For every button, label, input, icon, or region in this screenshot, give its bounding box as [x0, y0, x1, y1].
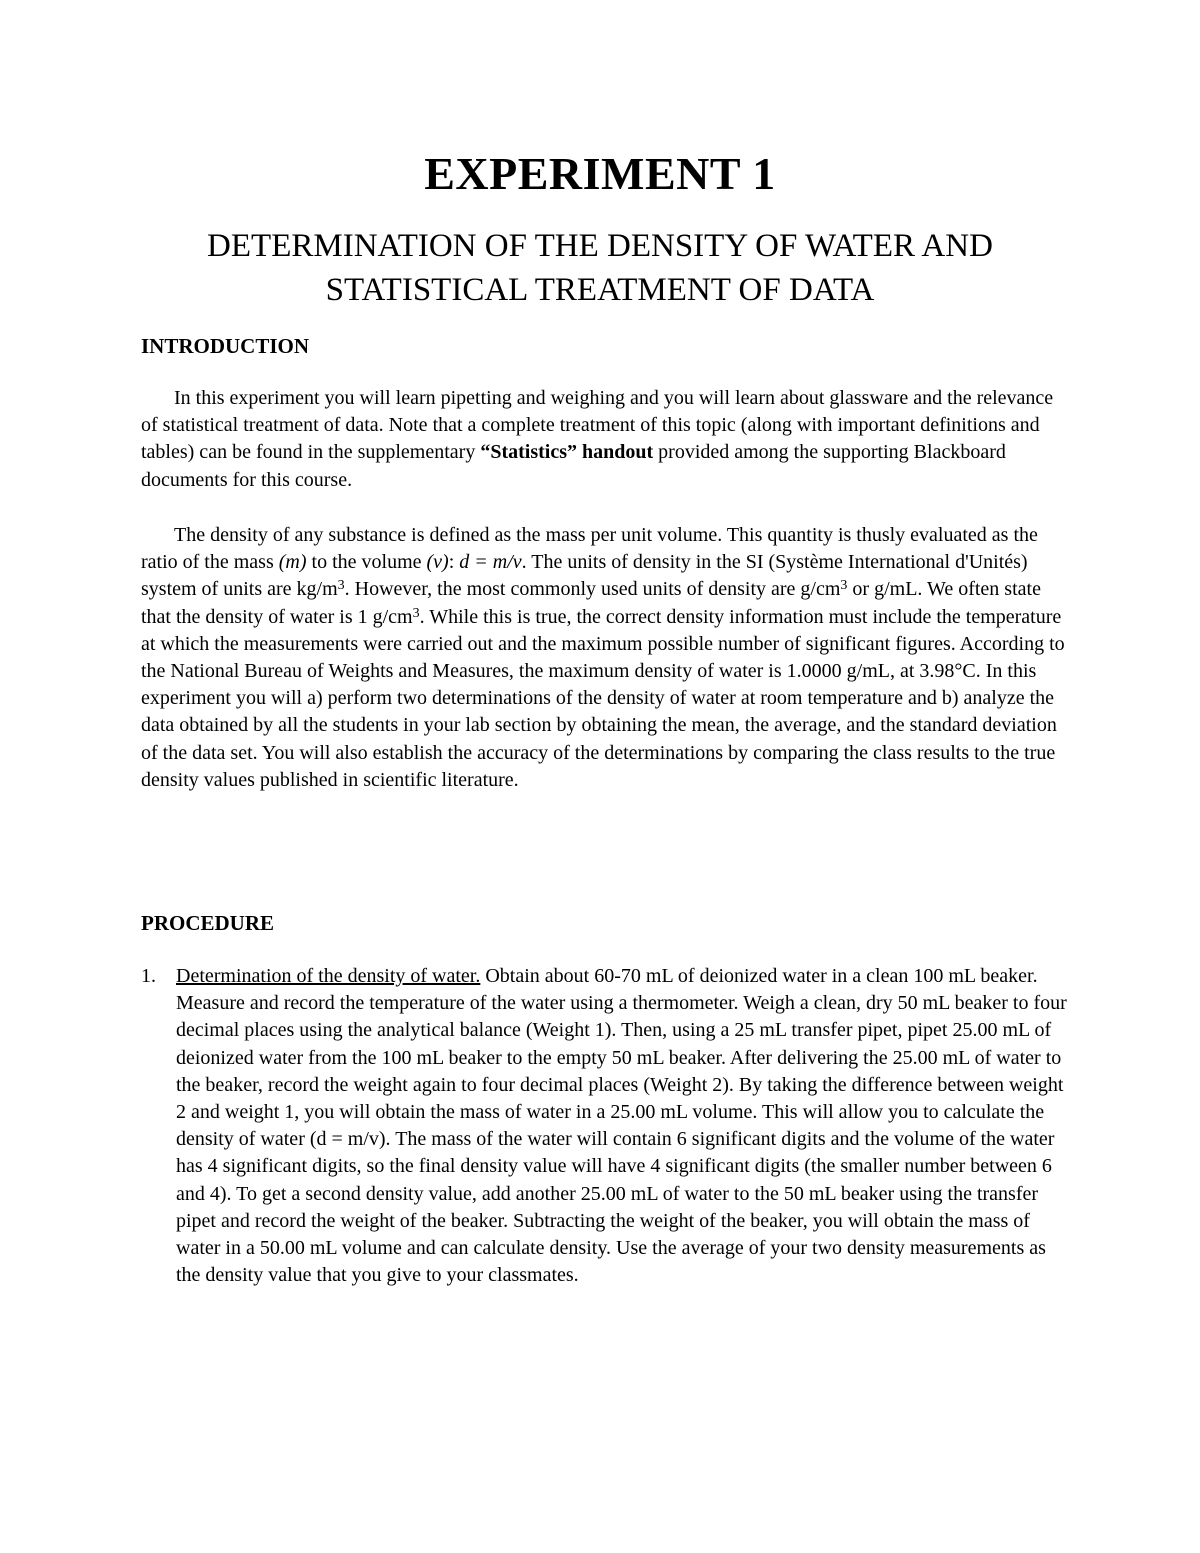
procedure-step-body	[176, 963, 1071, 1289]
step-title: Determination of the density of water.	[176, 965, 481, 987]
para2-text: . While this is true, the correct density information must include the temperature at which the measurements were carried out and the maximum possible number of significant figures. According to the National Bureau of Weights and Measures, the maximum density of water is 1.0000 g/mL, at 3.98°C. In this experiment you will a) perform two determinations of the density of water at room temperature and b) analyze the data obtained by all the students in your lab section by obtaining the mean, the average, and the standard deviation of the data set. You will also establish the accuracy of the determinations by comparing the class results to the true density values published in scientific literature.	[141, 605, 1065, 791]
subtitle-line-2: STATISTICAL TREATMENT OF DATA	[325, 272, 875, 308]
procedure-list-item	[141, 963, 1071, 1289]
volume-symbol: (v)	[426, 551, 449, 574]
step-text: Obtain about 60-70 mL of deionized water in a clean 100 mL beaker. Measure and record the temperature of the water using a thermometer. Weigh a clean, dry 50 mL beaker to four decimal places using the analytical balance (Weight 1). Then, using a 25 mL transfer pipet, pipet 25.00 mL of deionized water from the 100 mL beaker to the empty 50 mL beaker. After delivering the 25.00 mL of water to the beaker, record the weight again to four decimal places (Weight 2). By taking the difference between weight 2 and weight 1, you will obtain the mass of water in a 25.00 mL volume. This will allow you to calculate the density of water (d = m/v). The mass of the water will contain 6 significant digits and the volume of the water has 4 significant digits, so the final density value will have 4 significant digits (the smaller number between 6 and 4). To get a second density value, add another 25.00 mL of water to the 50 mL beaker using the transfer pipet and record the weight of the beaker. Subtracting the weight of the beaker, you will obtain the mass of water in a 50.00 mL volume and can calculate density. Use the average of your two density measurements as the density value that you give to your classmates.	[176, 965, 1067, 1287]
para2-text: . However, the most commonly used units of density are g/cm	[344, 578, 841, 601]
para2-text: :	[448, 551, 460, 574]
para2-text: The density of any substance is defined as the mass per unit volume. This quantity is thusly evaluated as the ratio of the mass	[141, 524, 1038, 574]
procedure-heading: PROCEDURE	[141, 911, 275, 935]
mass-symbol: (m)	[278, 551, 307, 574]
superscript-3: 3	[412, 605, 420, 621]
para2-text: to the volume	[306, 551, 427, 574]
subtitle-line-1: DETERMINATION OF THE DENSITY OF WATER AND	[207, 228, 993, 264]
introduction-paragraph-1	[141, 385, 1071, 494]
document-subtitle	[0, 224, 1200, 312]
para2-text: or g/mL. We often state that the density of water is 1 g/cm	[141, 578, 1041, 628]
introduction-heading: INTRODUCTION	[141, 334, 310, 358]
density-formula: d = m/v	[459, 551, 522, 574]
para1-text-start: In this experiment you will learn pipetting and weighing and you will learn about glassware and the relevance of statistical treatment of data. Note that a complete treatment of this topic (along with important definitions and tables) can be found in the supplementary	[141, 387, 1054, 464]
introduction-paragraph-2	[141, 522, 1071, 794]
superscript-3: 3	[337, 578, 345, 594]
statistics-handout-reference: “Statistics” handout	[480, 441, 654, 464]
superscript-3: 3	[840, 578, 848, 594]
para1-text-end: provided among the supporting Blackboard documents for this course.	[141, 441, 1006, 491]
list-number: 1.	[141, 965, 156, 987]
para2-text: . The units of density in the SI (Système International d'Unités) system of units are kg/m	[141, 551, 1028, 601]
document-title: EXPERIMENT 1	[424, 148, 776, 199]
